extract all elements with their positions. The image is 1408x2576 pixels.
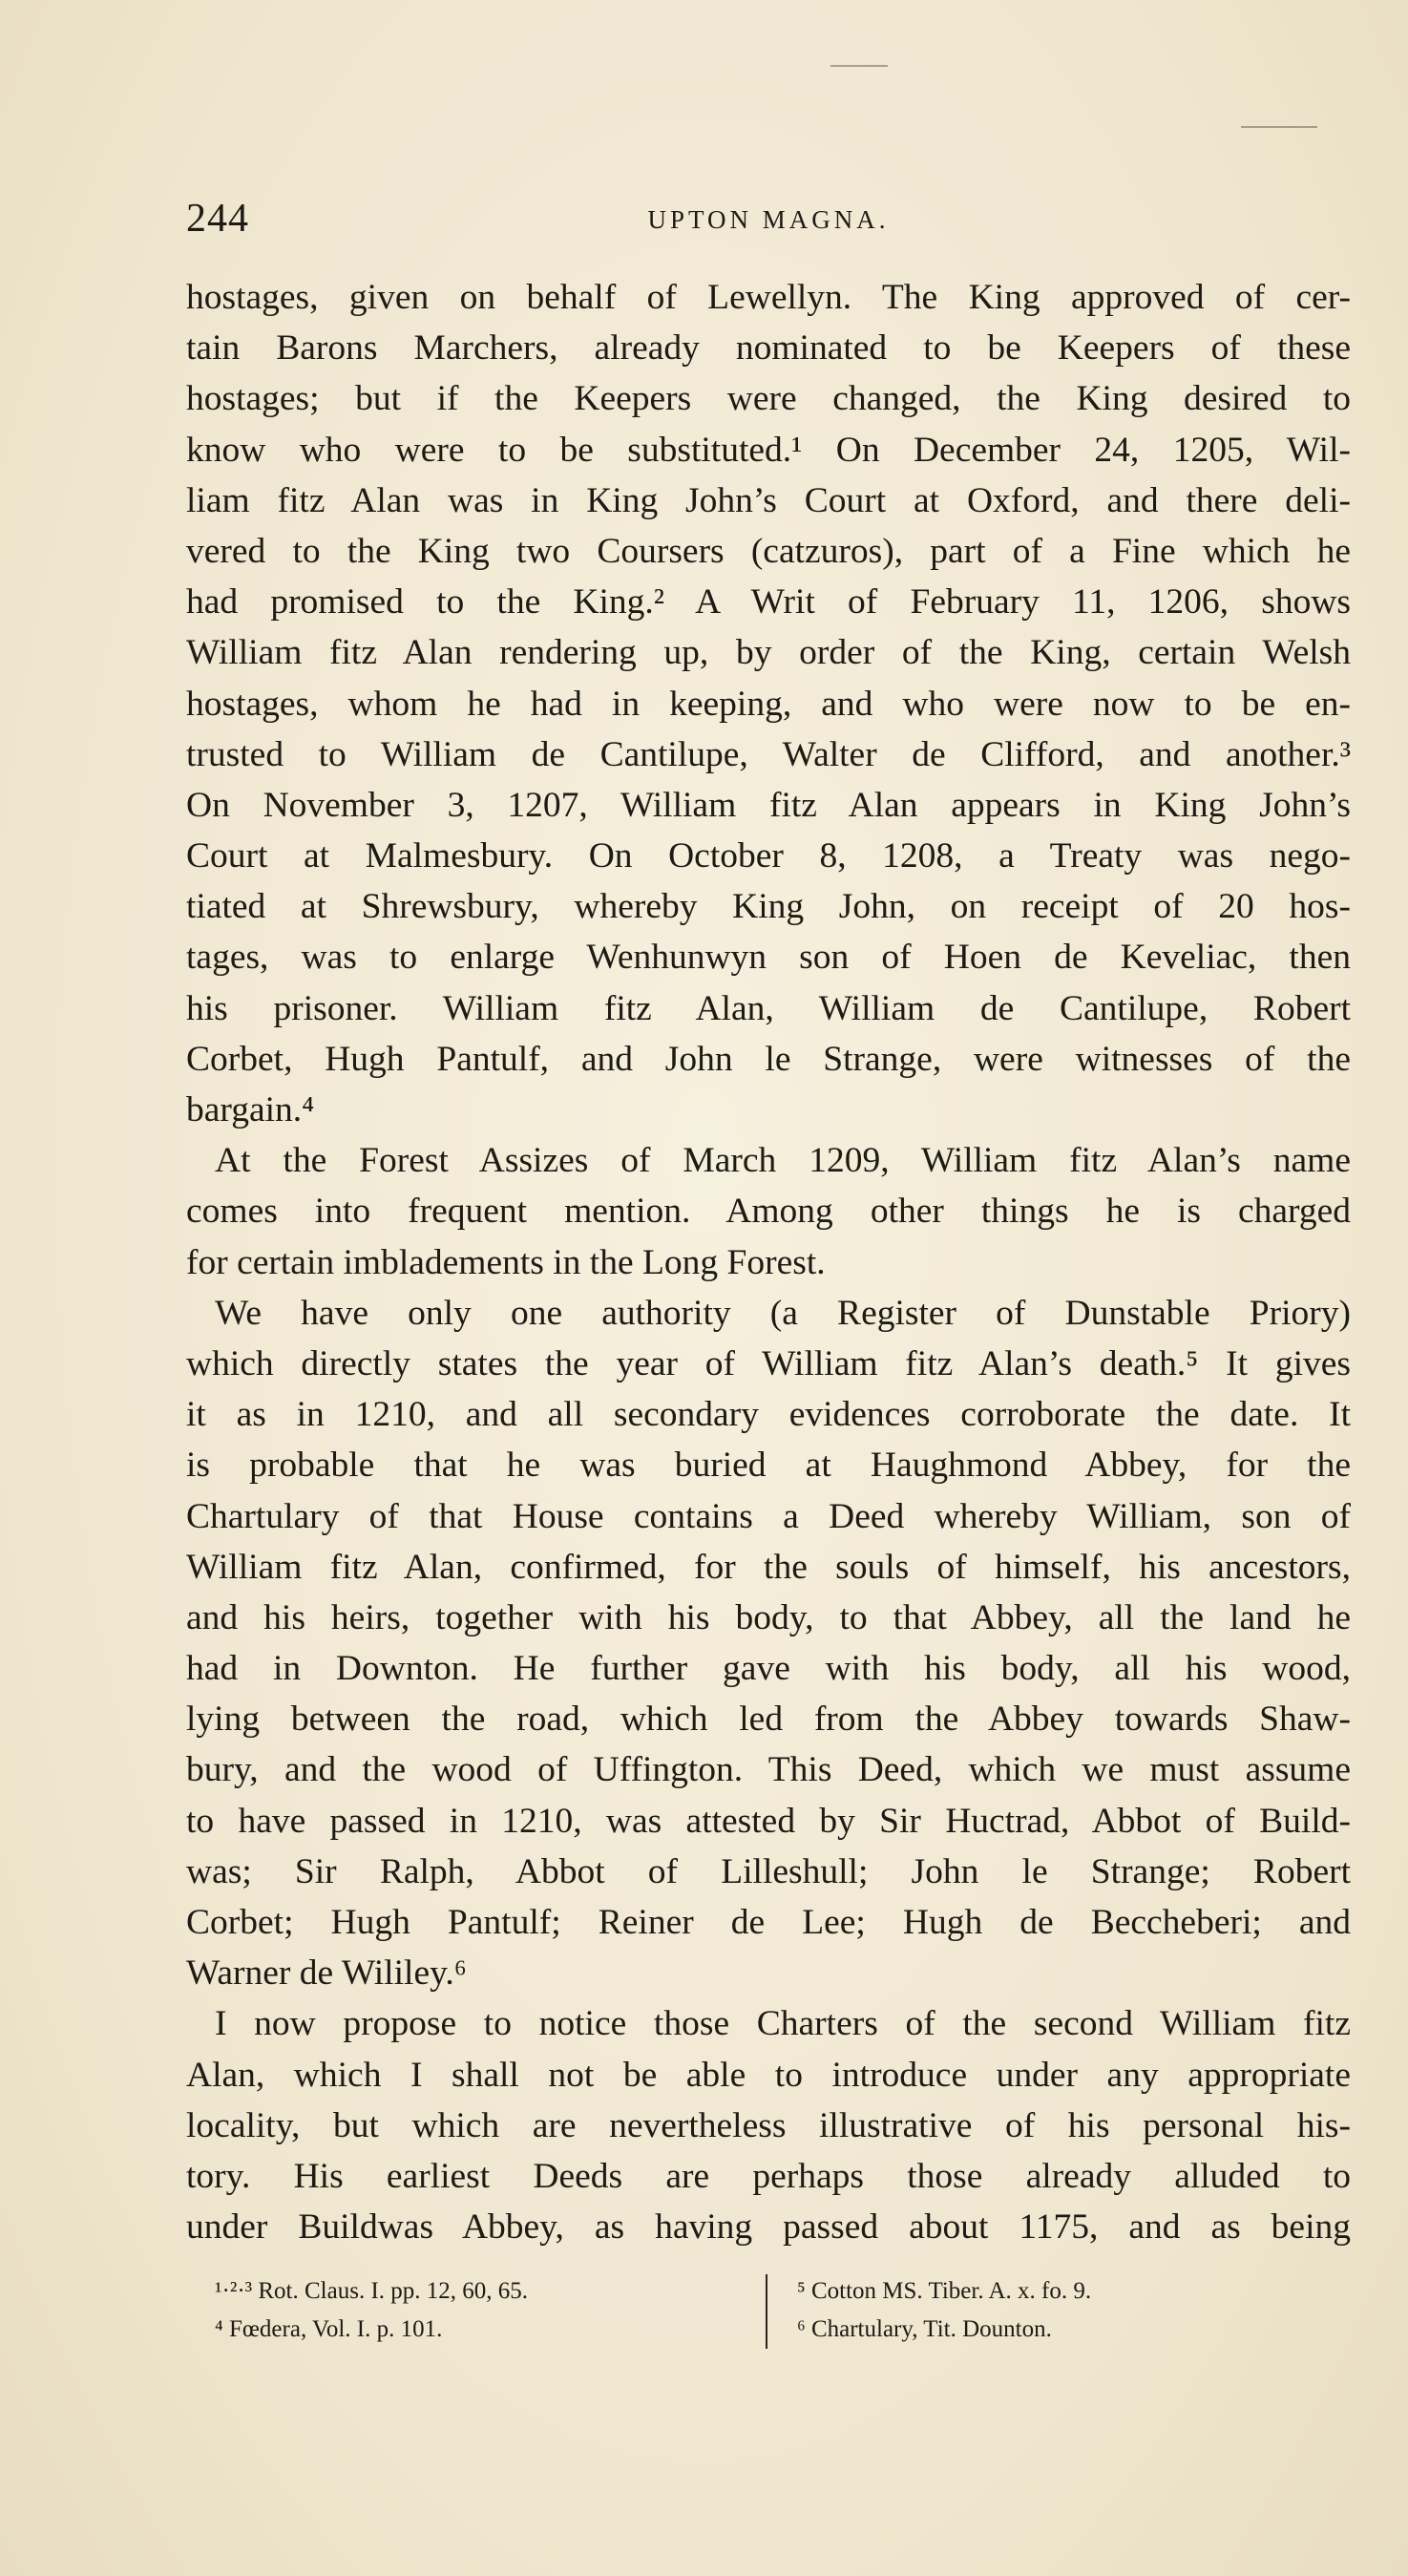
text-line: bury, and the wood of Uffington. This Deed, which we must assume: [186, 1750, 1351, 1790]
body-text: [186, 272, 1351, 2252]
page-header: [186, 196, 1351, 253]
text-line: tiated at Shrewsbury, whereby King John, on receipt of 20 hos-: [186, 887, 1351, 927]
text-line: Court at Malmesbury. On October 8, 1208, a Treaty was nego-: [186, 836, 1351, 876]
text-line: I now propose to notice those Charters of the second William fitz: [215, 2004, 1351, 2044]
running-title: UPTON MAGNA.: [647, 205, 890, 234]
text-line: tain Barons Marchers, already nominated to be Keepers of these: [186, 328, 1351, 369]
footnote: ¹·²·³ Rot. Claus. I. pp. 12, 60, 65.: [215, 2278, 529, 2304]
text-line: for certain imbladements in the Long Forest.: [186, 1242, 826, 1282]
text-line: Corbet; Hugh Pantulf; Reiner de Lee; Hugh de Beccheberi; and: [186, 1903, 1351, 1942]
text-line: hostages; but if the Keepers were changed, the King desired to: [186, 379, 1351, 419]
text-line: tory. His earliest Deeds are perhaps those already alluded to: [186, 2156, 1351, 2196]
text-line: At the Forest Assizes of March 1209, William fitz Alan’s name: [215, 1141, 1351, 1181]
text-line: under Buildwas Abbey, as having passed about 1175, and as being: [186, 2207, 1351, 2248]
footnotes-right: [797, 2272, 1332, 2349]
text-line: We have only one authority (a Register of Dunstable Priory): [215, 1293, 1351, 1333]
text-line: had in Downton. He further gave with his body, all his wood,: [186, 1649, 1351, 1689]
text-line: liam fitz Alan was in King John’s Court at Oxford, and there deli-: [186, 480, 1351, 520]
text-line: trusted to William de Cantilupe, Walter de Clifford, and another.³: [186, 734, 1351, 774]
text-line: and his heirs, together with his body, to that Abbey, all the land he: [186, 1597, 1351, 1637]
footnotes: [186, 2272, 1351, 2358]
text-line: Alan, which I shall not be able to introduce under any appropriate: [186, 2055, 1351, 2095]
text-line: hostages, given on behalf of Lewellyn. The King approved of cer-: [186, 278, 1351, 317]
page-number: 244: [186, 197, 249, 241]
text-line: which directly states the year of William fitz Alan’s death.⁵ It gives: [186, 1343, 1351, 1383]
text-line: his prisoner. William fitz Alan, William de Cantilupe, Robert: [186, 988, 1351, 1028]
text-line: lying between the road, which led from the Abbey towards Shaw-: [186, 1700, 1351, 1740]
text-line: had promised to the King.² A Writ of February 11, 1206, shows: [186, 582, 1351, 623]
footnotes-left: [215, 2272, 749, 2349]
footnote-divider: [766, 2274, 767, 2349]
text-line: know who were to be substituted.¹ On December 24, 1205, Wil-: [186, 430, 1351, 470]
text-line: to have passed in 1210, was attested by Sir Huctrad, Abbot of Build-: [186, 1801, 1351, 1841]
footnote: ⁴ Fœdera, Vol. I. p. 101.: [215, 2316, 443, 2342]
text-line: hostages, whom he had in keeping, and who were now to be en-: [186, 684, 1351, 724]
text-line: comes into frequent mention. Among other things he is charged: [186, 1192, 1351, 1232]
text-line: Chartulary of that House contains a Deed whereby William, son of: [186, 1496, 1351, 1536]
text-line: Warner de Wililey.⁶: [186, 1953, 467, 1994]
text-line: locality, but which are nevertheless illustrative of his personal his-: [186, 2105, 1351, 2145]
text-line: is probable that he was buried at Haughmond Abbey, for the: [186, 1446, 1351, 1486]
text-line: it as in 1210, and all secondary evidences corroborate the date. It: [186, 1395, 1351, 1435]
text-line: William fitz Alan rendering up, by order of the King, certain Welsh: [186, 633, 1351, 673]
scan-mark: [830, 65, 888, 67]
text-line: On November 3, 1207, William fitz Alan appears in King John’s: [186, 785, 1351, 825]
text-line: Corbet, Hugh Pantulf, and John le Strange, were witnesses of the: [186, 1039, 1351, 1079]
footnote: ⁵ Cotton MS. Tiber. A. x. fo. 9.: [797, 2278, 1092, 2304]
text-line: William fitz Alan, confirmed, for the souls of himself, his ancestors,: [186, 1547, 1351, 1587]
text-line: was; Sir Ralph, Abbot of Lilleshull; John le Strange; Robert: [186, 1851, 1351, 1891]
footnote: ⁶ Chartulary, Tit. Dounton.: [797, 2316, 1052, 2342]
text-line: tages, was to enlarge Wenhunwyn son of Hoen de Keveliac, then: [186, 938, 1351, 978]
text-line: bargain.⁴: [186, 1090, 315, 1130]
text-line: vered to the King two Coursers (catzuros), part of a Fine which he: [186, 531, 1351, 571]
scan-mark: [1241, 126, 1317, 128]
